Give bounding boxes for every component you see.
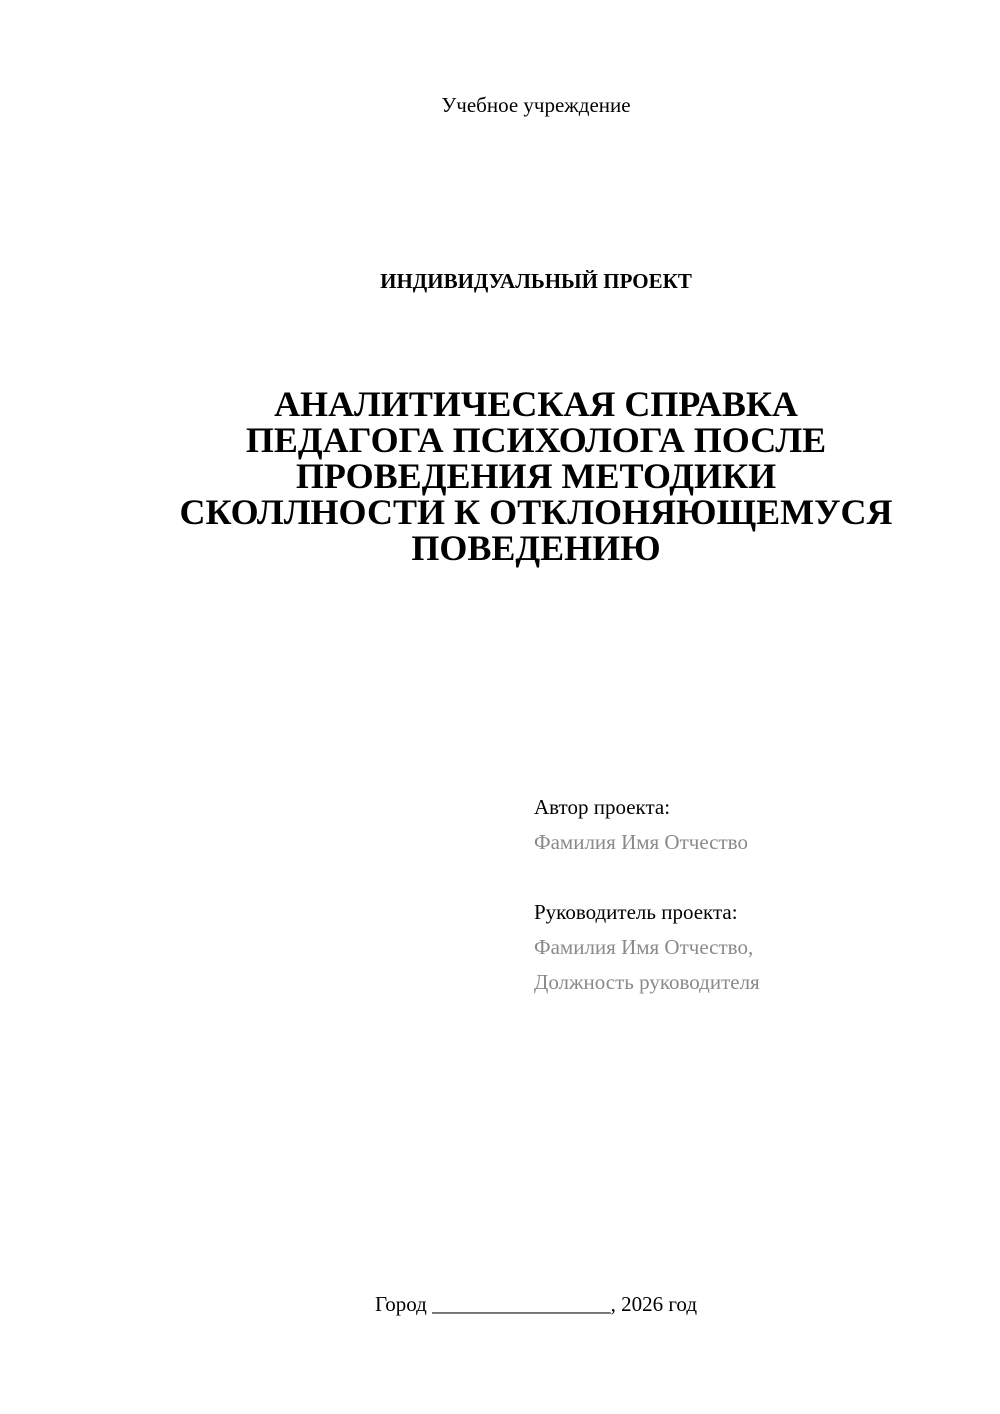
project-title-line: ПЕДАГОГА ПСИХОЛОГА ПОСЛЕ	[245, 420, 827, 460]
supervisor-label: Руководитель проекта:	[534, 900, 738, 924]
supervisor-position-placeholder: Должность руководителя	[534, 970, 760, 994]
project-info-block	[534, 790, 964, 1000]
supervisor-name-placeholder: Фамилия Имя Отчество,	[534, 935, 754, 959]
project-title-line: ПРОВЕДЕНИЯ МЕТОДИКИ	[295, 456, 777, 496]
project-title-line: АНАЛИТИЧЕСКАЯ СПРАВКА	[274, 384, 798, 424]
spacer	[534, 860, 964, 895]
project-type-heading: ИНДИВИДУАЛЬНЫЙ ПРОЕКТ	[380, 269, 692, 293]
project-title-line: СКОЛЛНОСТИ К ОТКЛОНЯЮЩЕМУСЯ	[179, 492, 893, 532]
city-year-line: Город _________________, 2026 год	[374, 1292, 698, 1316]
author-name-placeholder: Фамилия Имя Отчество	[534, 830, 748, 854]
project-title	[0, 386, 1000, 566]
author-label: Автор проекта:	[534, 795, 671, 819]
institution-name: Учебное учреждение	[441, 93, 631, 117]
project-title-line: ПОВЕДЕНИЮ	[411, 528, 661, 568]
